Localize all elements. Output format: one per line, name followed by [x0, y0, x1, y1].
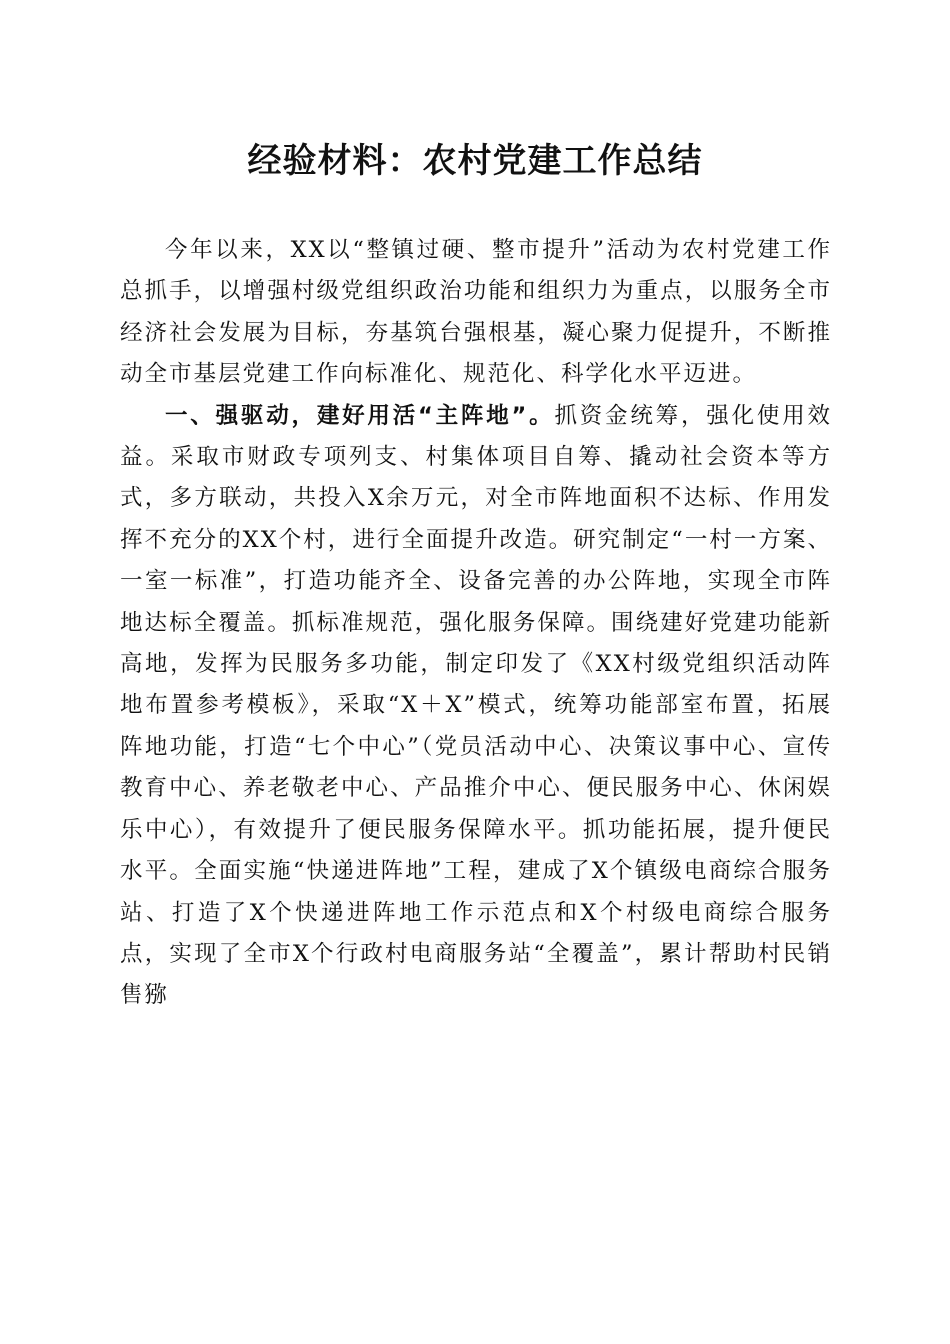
document-title: 经验材料：农村党建工作总结 — [247, 141, 703, 181]
document-body — [120, 230, 832, 1017]
section-1-paragraph — [120, 396, 832, 1017]
section-1-body: 抓资金统筹，强化使用效益。采取市财政专项列支、村集体项目自筹、撬动社会资本等方式，多方联动，共投入X余万元，对全市阵地面积不达标、作用发挥不充分的XX个村，进行全面提升改造。研究制定“一村一方案、一室一标准”，打造功能齐全、设备完善的办公阵地，实现全市阵地达标全覆盖。抓标准规范，强化服务保障。围绕建好党建功能新高地，发挥为民服务多功能，制定印发了《XX村级党组织活动阵地布置参考模板》，采取“X＋X”模式，统筹功能部室布置，拓展阵地功能，打造“七个中心”（党员活动中心、决策议事中心、宣传教育中心、养老敬老中心、产品推介中心、便民服务中心、休闲娱乐中心），有效提升了便民服务保障水平。抓功能拓展，提升便民水平。全面实施“快递进阵地”工程，建成了X个镇级电商综合服务站、打造了X个快递进阵地工作示范点和X个村级电商综合服务点，实现了全市X个行政村电商服务站“全覆盖”，累计帮助村民销售猕 — [120, 402, 832, 1009]
intro-paragraph: 今年以来，XX以“整镇过硬、整市提升”活动为农村党建工作总抓手，以增强村级党组织政治功能和组织力为重点，以服务全市经济社会发展为目标，夯基筑台强根基，凝心聚力促提升，不断推动全市基层党建工作向标准化、规范化、科学化水平迈进。 — [120, 237, 832, 388]
section-1-heading: 一、强驱动，建好用活“主阵地”。 — [165, 402, 555, 429]
